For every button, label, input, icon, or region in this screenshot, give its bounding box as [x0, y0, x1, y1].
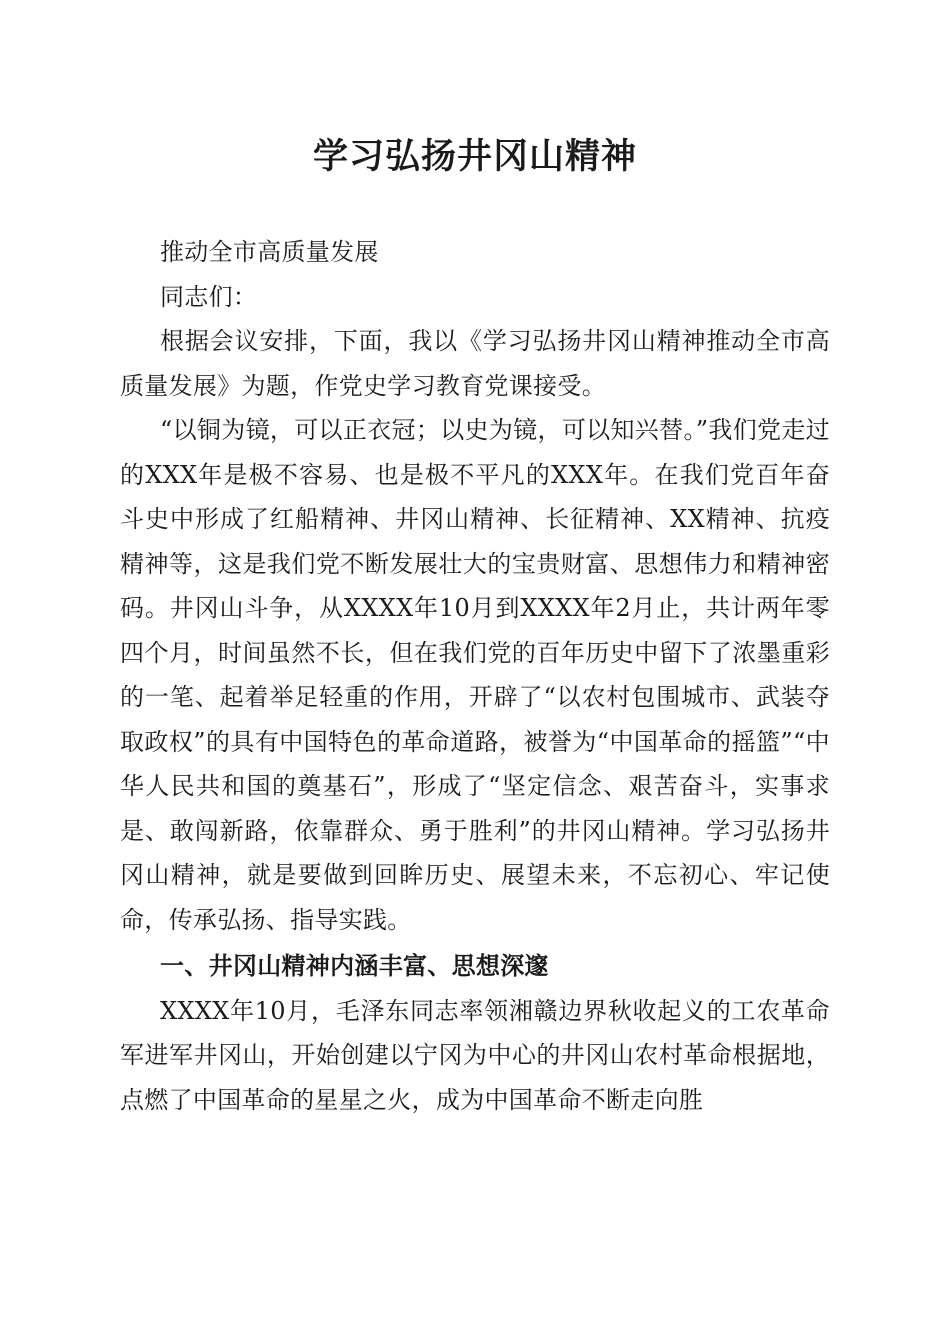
section-paragraph: XXXX年10月，毛泽东同志率领湘赣边界秋收起义的工农革命军进军井冈山，开始创建以宁冈为中心的井冈山农村革命根据地，点燃了中国革命的星星之火，成为中国革命不断走向胜 — [120, 996, 830, 1114]
paragraph-main: “以铜为镜，可以正衣冠；以史为镜，可以知兴替。”我们党走过的XXX年是极不容易、也是极不平凡的XXX年。在我们党百年奋斗史中形成了红船精神、井冈山精神、长征精神、XX精神、抗疫精神等，这是我们党不断发展壮大的宝贵财富、思想伟力和精神密码。井冈山斗争，从XXXX年10月到XXXX年2月止，共计两年零四个月，时间虽然不长，但在我们党的百年历史中留下了浓墨重彩的一笔、起着举足轻重的作用，开辟了“以农村包围城市、武装夺取政权”的具有中国特色的革命道路，被誉为“中国革命的摇篮”“中华人民共和国的奠基石”，形成了“坚定信念、艰苦奋斗，实事求是、敢闯新路，依靠群众、勇于胜利”的井冈山精神。学习弘扬井冈山精神，就是要做到回眸历史、展望未来，不忘初心、牢记使命，传承弘扬、指导实践。 — [120, 416, 830, 934]
salutation: 同志们： — [160, 282, 258, 311]
document-title: 学习弘扬井冈山精神 — [312, 137, 637, 177]
document-body — [120, 230, 830, 1122]
paragraph-intro: 根据会议安排，下面，我以《学习弘扬井冈山精神推动全市高质量发展》为题，作党史学习教育党课接受。 — [120, 327, 830, 400]
subtitle-line: 推动全市高质量发展 — [160, 238, 379, 266]
section-heading: 一、井冈山精神内涵丰富、思想深邃 — [160, 952, 549, 980]
